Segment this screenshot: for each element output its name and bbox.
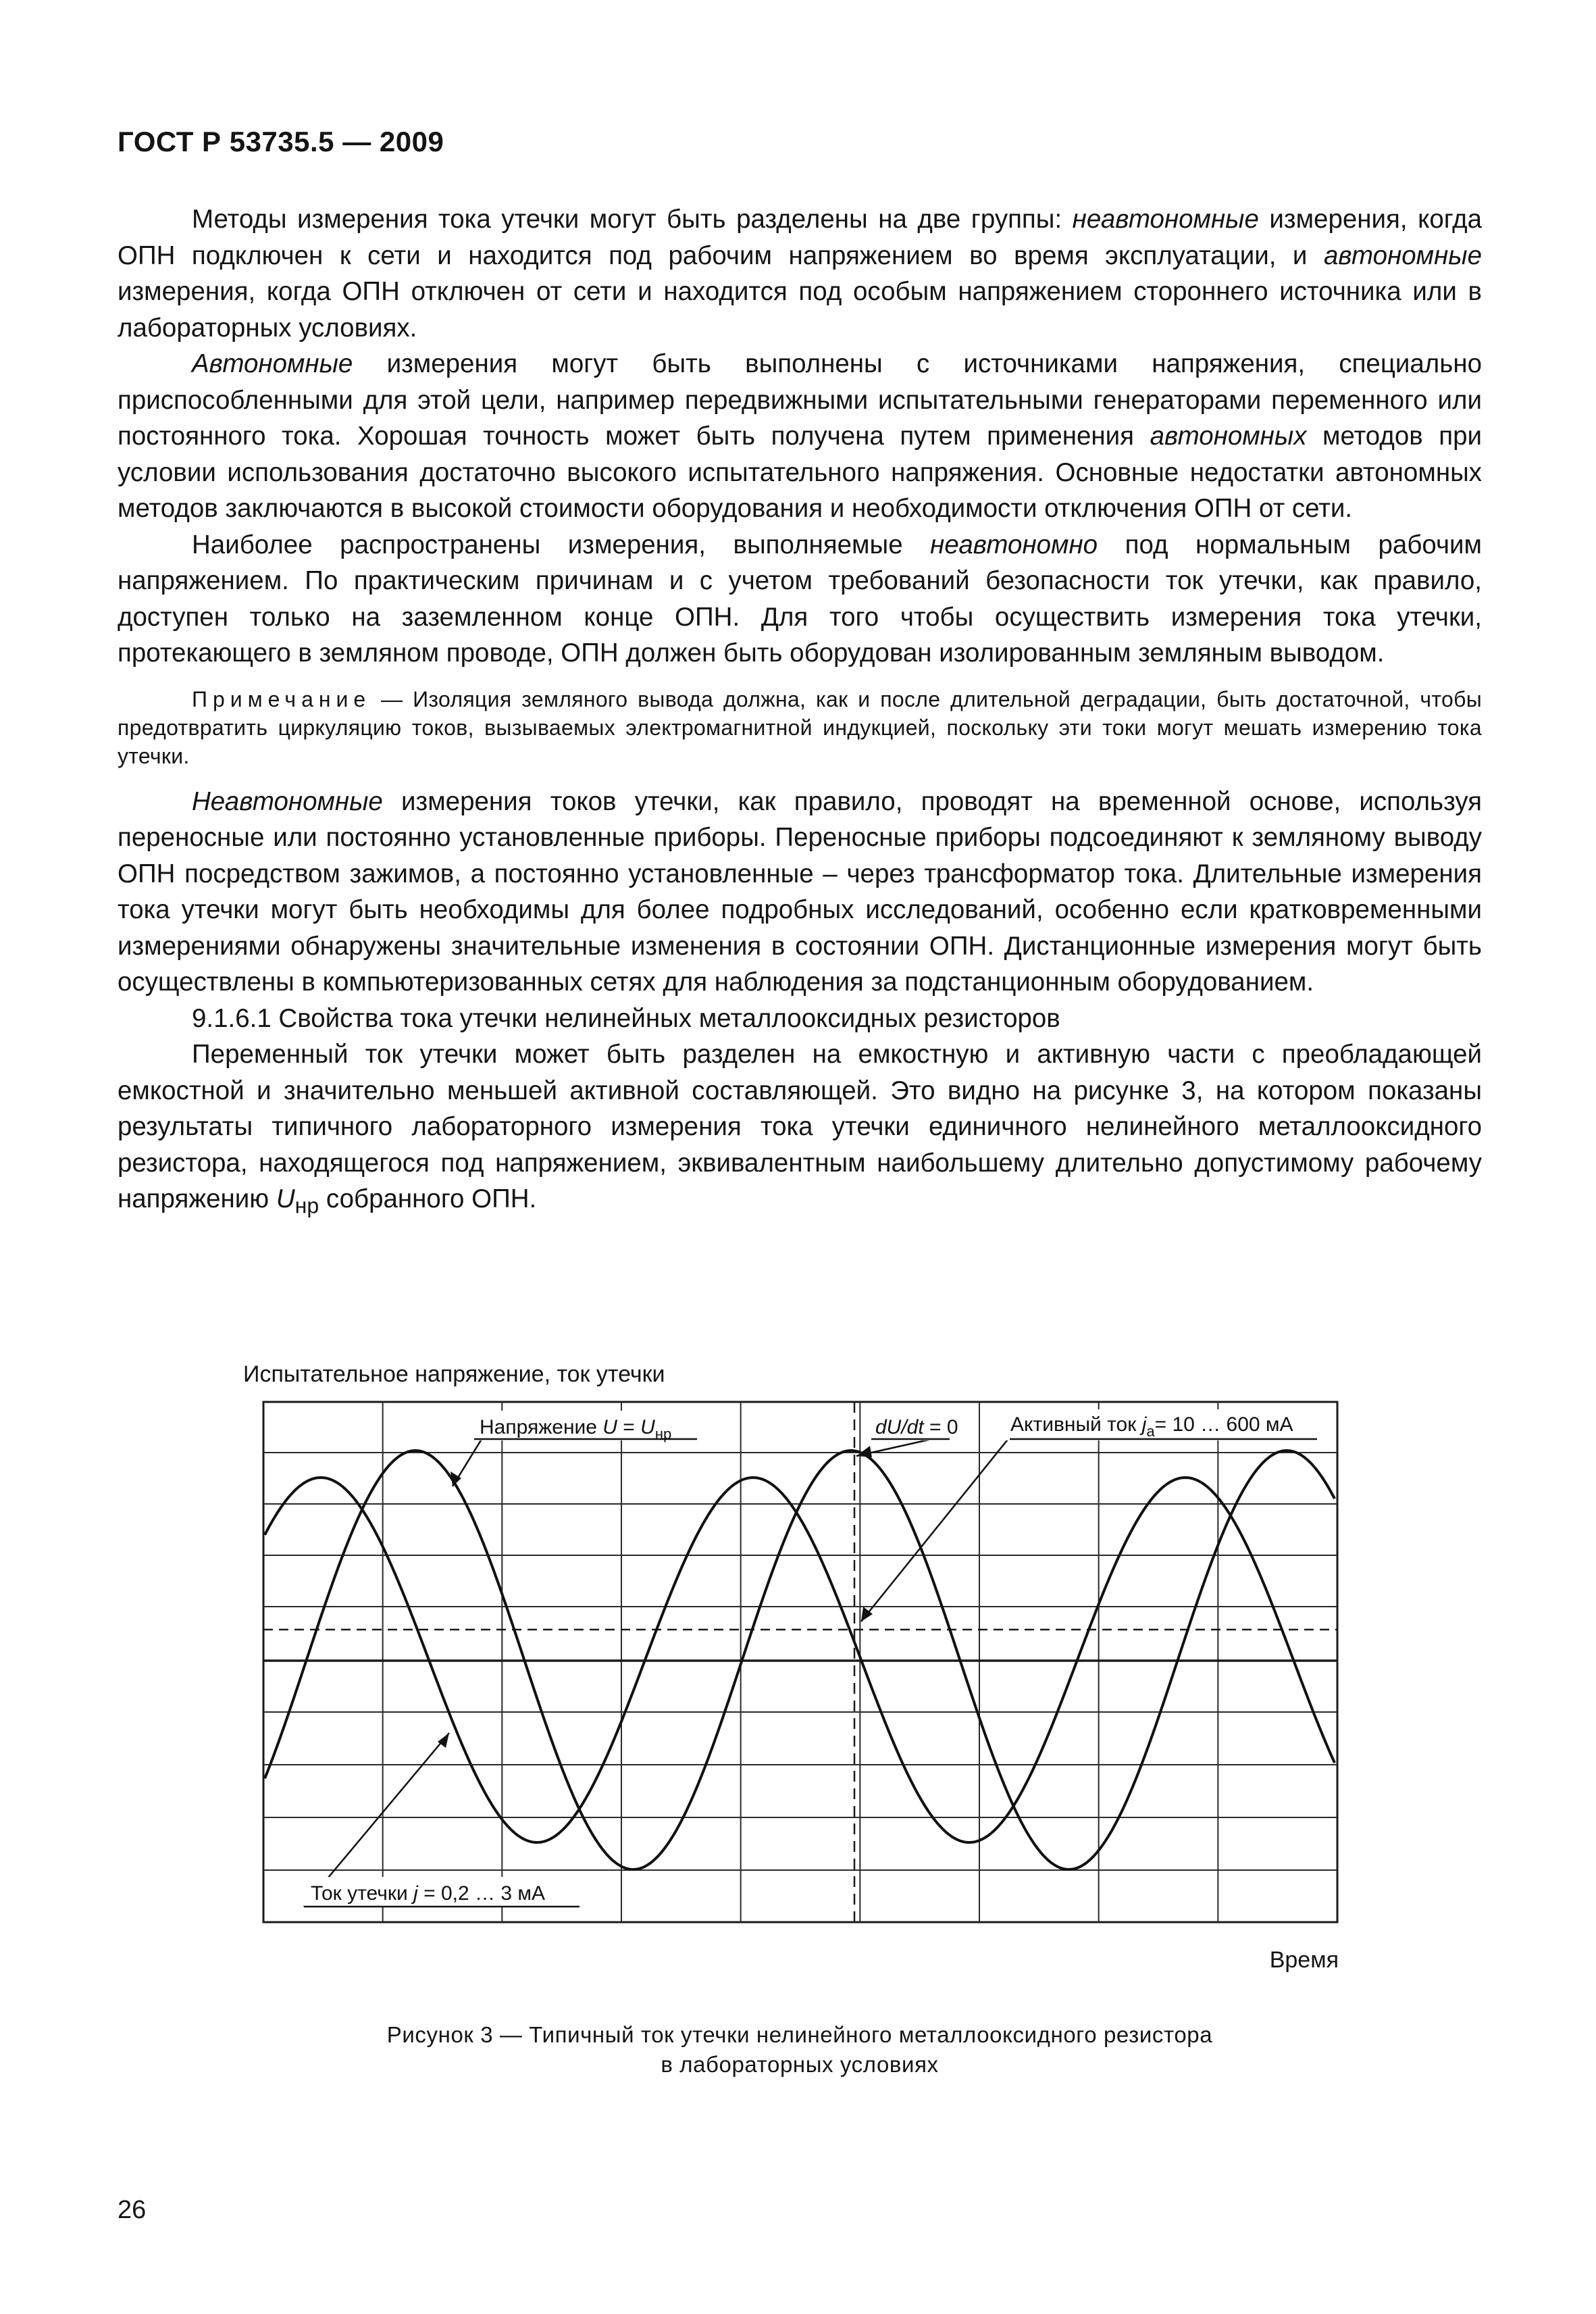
voltage-label-symbol: U (602, 1416, 617, 1438)
du-dt-label (875, 1416, 958, 1438)
paragraph-1 (118, 201, 1482, 346)
paragraph-3 (118, 527, 1482, 672)
note-text: — Изоляция земляного вывода должна, как и после длительной деградации, быть достаточной, чтобы предотвратить циркуляцию токов, вызываемых электромагнитной индукцией, поскольку эти токи могут мешать измерению тока утечки. (118, 686, 1482, 768)
text-run: измерения, когда ОПН отключен от сети и находится под особым напряжением стороннего источника или в лабораторных условиях. (118, 277, 1482, 343)
text-run: методов при условии использования достаточно высокого испытательного напряжения. Основные недостатки автономных методов заключаются в высокой стоимости оборудования и необходимости отключения ОПН от сети. (118, 422, 1482, 523)
du-dt-symbol: dU/dt (875, 1416, 924, 1438)
active-label-symbol: j (1141, 1413, 1147, 1436)
paragraph-6-main: Переменный ток утечки может быть разделен на емкостную и активную части с преобладающей емкостной и значительно меньшей активной составляющей. Это видно на рисунке 3, на котором показаны результаты типичного лабораторного измерения тока утечки единичного нелинейного металлооксидного резистора, находящегося под напряжением, эквивалентным наибольшему длительно допустимому рабочему напряжению (118, 1040, 1482, 1213)
figure-caption (118, 2020, 1482, 2080)
figure-3 (223, 1351, 1371, 1986)
voltage-label-prefix: Напряжение (480, 1416, 603, 1438)
italic-term: Неавтономные (192, 786, 383, 816)
paragraph-6 (118, 1036, 1482, 1224)
leakage-label-prefix: Ток утечки (311, 1882, 414, 1905)
voltage-label-subscript: нр (654, 1426, 672, 1442)
italic-term: автономные (1323, 241, 1482, 270)
voltage-label-symbol2: U (640, 1416, 655, 1438)
page-number: 26 (118, 2196, 147, 2224)
section-heading: 9.1.6.1 Свойства тока утечки нелинейных металлооксидных резисторов (192, 1003, 1060, 1033)
du-dt-value: = 0 (923, 1416, 958, 1438)
paragraph-6-symbol: U (276, 1184, 295, 1213)
italic-term: неавтономно (930, 530, 1098, 559)
leakage-label-value: = 0,2 … 3 мА (417, 1882, 545, 1905)
italic-term: автономных (1150, 422, 1307, 451)
italic-term: неавтономные (1072, 205, 1259, 234)
caption-line-2: в лабораторных условиях (661, 2052, 939, 2077)
leakage-current-label (311, 1882, 545, 1905)
voltage-label-eq: = (617, 1416, 641, 1438)
figure-y-label: Испытательное напряжение, ток утечки (243, 1361, 665, 1387)
leakage-label-symbol: j (413, 1882, 418, 1905)
active-current-leader-line (861, 1437, 1010, 1621)
active-label-subscript: a (1146, 1423, 1155, 1440)
figure-x-label: Время (1269, 1947, 1339, 1973)
italic-term: Автономные (192, 349, 353, 378)
paragraph-6-subscript: нр (294, 1193, 319, 1218)
oscillogram (223, 1351, 1371, 1986)
paragraph-2 (118, 346, 1482, 527)
page-header: ГОСТ Р 53735.5 — 2009 (118, 126, 444, 157)
text-run: измерения токов утечки, как правило, проводят на временной основе, используя переносные или постоянно установленные приборы. Переносные приборы подсоединяют к земляному выводу ОПН посредством зажимов, а постоянно установленные – через трансформатор тока. Длительные измерения тока утечки могут быть необходимы для более подробных исследований, особенно если кратковременными измерениями обнаружены значительные изменения в состоянии ОПН. Дистанционные измерения могут быть осуществлены в компьютеризованных сетях для наблюдения за подстанционным оборудованием. (118, 786, 1482, 997)
text-run: под нормальным рабочим напряжением. По практическим причинам и с учетом требований безопасности ток утечки, как правило, доступен только на заземленном конце ОПН. Для того чтобы осуществить измерения тока утечки, протекающего в земляном проводе, ОПН должен быть оборудован изолированным земляным выводом. (118, 530, 1482, 668)
note (118, 685, 1482, 770)
note-label: Примечание (192, 686, 371, 711)
text-run: измерения, когда ОПН подключен к сети и находится под рабочим напряжением во время эксплуатации, и (118, 205, 1482, 270)
paragraph-6-end: собранного ОПН. (319, 1184, 537, 1213)
active-label-value: = 10 … 600 мА (1154, 1413, 1293, 1436)
active-label-prefix: Активный ток (1010, 1413, 1142, 1436)
caption-line-1: Рисунок 3 — Типичный ток утечки нелинейного металлооксидного резистора (386, 2022, 1213, 2047)
paragraph-4 (118, 784, 1482, 1001)
text-run: Наиболее распространены измерения, выполняемые (192, 530, 931, 559)
text-run: измерения могут быть выполнены с источниками напряжения, специально приспособленными для этой цели, например передвижными испытательными генераторами переменного или постоянного тока. Хорошая точность может быть получена путем применения (118, 349, 1482, 451)
body-text (118, 201, 1482, 1224)
text-run: Методы измерения тока утечки могут быть разделены на две группы: (192, 205, 1073, 234)
